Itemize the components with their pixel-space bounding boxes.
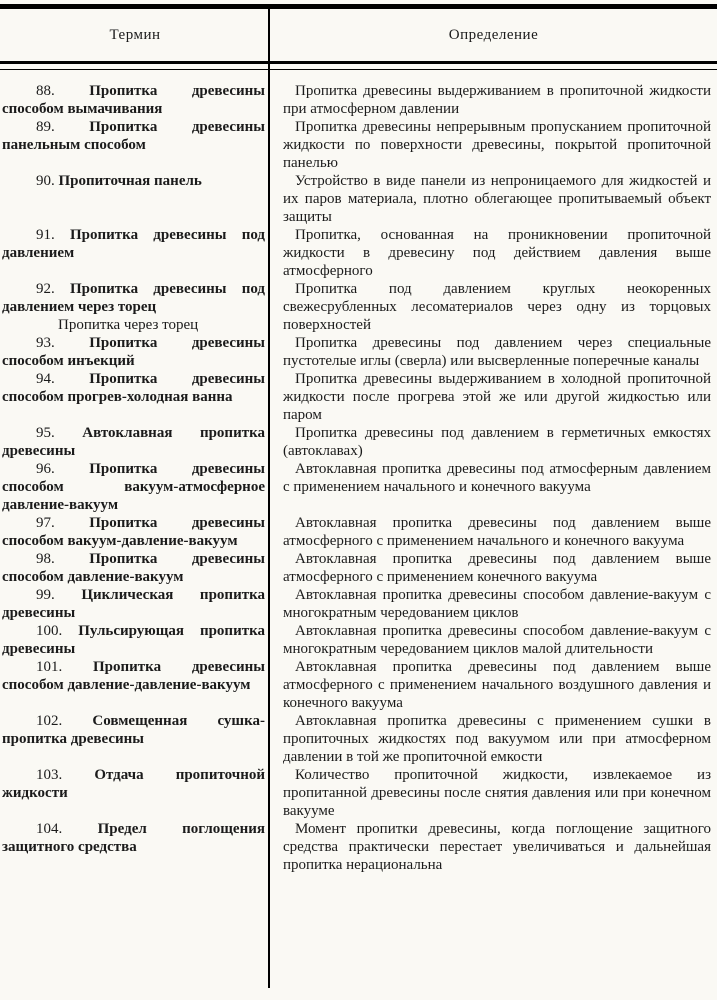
term-paragraph xyxy=(2,226,265,262)
term-text: Предел поглощения защитного средства xyxy=(2,821,265,855)
term-number: 99. xyxy=(36,587,55,603)
definition-text: Автоклавная пропитка древесины под давлением выше атмосферного с применением конечного вакуума xyxy=(283,551,711,585)
definition-cell xyxy=(270,424,717,460)
definition-cell xyxy=(270,550,717,586)
term-text: Пропитка древесины панельным способом xyxy=(2,119,266,153)
term-cell xyxy=(0,370,270,424)
definition-cell xyxy=(270,226,717,280)
term-number: 103. xyxy=(36,767,63,783)
term-text: Пропитка древесины под давлением через торец xyxy=(2,281,266,315)
term-number: 88. xyxy=(36,83,55,99)
term-paragraph xyxy=(2,82,265,118)
term-text: Пропитка древесины способом давление-вакуум xyxy=(2,551,266,585)
term-number: 94. xyxy=(36,371,55,387)
term-paragraph xyxy=(2,460,265,514)
definition-text: Пропитка древесины под давлением через специальные пустотелые иглы (сверла) или высверленные поперечные каналы xyxy=(283,335,711,369)
term-cell xyxy=(0,82,270,118)
term-number: 90. xyxy=(36,173,55,189)
definition-text: Пропитка древесины под давлением в герметичных емкостях (автоклавах) xyxy=(283,425,711,459)
term-cell xyxy=(0,280,270,334)
definition-text: Пропитка под давлением круглых неокоренных свежесрубленных лесоматериалов через одну из торцовых поверхностей xyxy=(283,281,711,333)
definition-text: Автоклавная пропитка древесины способом давление-вакуум с многократным чередованием циклов малой длительности xyxy=(283,623,711,657)
definition-text: Момент пропитки древесины, когда поглощение защитного средства практически перестает увеличиваться и дальнейшая пропитка нерациональна xyxy=(283,821,711,873)
term-cell xyxy=(0,820,270,874)
column-divider-rule xyxy=(268,5,270,988)
term-text: Пропитка древесины способом вымачивания xyxy=(2,83,266,117)
definition-cell xyxy=(270,280,717,334)
definition-cell xyxy=(270,658,717,712)
term-number: 91. xyxy=(36,227,55,243)
term-cell xyxy=(0,514,270,550)
term-number: 104. xyxy=(36,821,63,837)
term-paragraph xyxy=(2,766,265,802)
definition-cell xyxy=(270,766,717,820)
term-number: 102. xyxy=(36,713,63,729)
term-paragraph xyxy=(2,118,265,154)
term-text: Совмещенная сушка-пропитка древесины xyxy=(2,713,265,747)
term-paragraph xyxy=(2,712,265,748)
term-cell xyxy=(0,658,270,712)
definition-cell xyxy=(270,460,717,514)
term-text: Пропитка древесины способом вакуум-атмосферное давление-вакуум xyxy=(2,461,266,513)
term-paragraph xyxy=(2,514,265,550)
definition-text: Количество пропиточной жидкости, извлекаемое из пропитанной древесины после снятия давления или при конечном вакууме xyxy=(283,767,711,819)
term-number: 101. xyxy=(36,659,63,675)
header-separator-rule xyxy=(0,61,717,70)
definition-text: Пропитка древесины выдерживанием в холодной пропиточной жидкости после прогрева этой же или другой жидкостью или паром xyxy=(283,371,711,423)
terminology-table xyxy=(0,4,717,874)
term-cell xyxy=(0,622,270,658)
term-number: 92. xyxy=(36,281,55,297)
definition-text: Автоклавная пропитка древесины под атмосферным давлением с применением начального и конечного вакуума xyxy=(283,461,711,495)
term-paragraph xyxy=(2,172,265,190)
term-number: 89. xyxy=(36,119,55,135)
term-cell xyxy=(0,586,270,622)
definition-text: Пропитка древесины непрерывным пропусканием пропиточной жидкости по поверхности древесины, покрытой пропиточной панелью xyxy=(283,119,711,171)
term-text: Циклическая пропитка древесины xyxy=(2,587,265,621)
term-paragraph xyxy=(2,550,265,586)
term-paragraph xyxy=(2,280,265,316)
definition-text: Устройство в виде панели из непроницаемого для жидкостей и их паров материала, плотно облегающее пропитываемый объект защиты xyxy=(283,173,711,225)
definition-cell xyxy=(270,514,717,550)
term-paragraph xyxy=(2,622,265,658)
term-cell xyxy=(0,712,270,766)
term-text: Отдача пропиточной жидкости xyxy=(2,767,265,801)
definition-cell xyxy=(270,820,717,874)
term-paragraph xyxy=(2,586,265,622)
column-header-definition: Определение xyxy=(448,26,539,43)
definition-text: Автоклавная пропитка древесины с применением сушки в пропиточных жидкостях под вакуумом или при атмосферном давлении в той же пропиточной емкости xyxy=(283,713,711,765)
term-paragraph xyxy=(2,820,265,856)
term-text: Пропитка древесины способом прогрев-холодная ванна xyxy=(2,371,266,405)
term-text: Автоклавная пропитка древесины xyxy=(2,425,266,459)
subterm-text: Пропитка через торец xyxy=(58,317,199,333)
term-cell xyxy=(0,226,270,280)
term-paragraph xyxy=(2,658,265,694)
term-cell xyxy=(0,424,270,460)
term-number: 93. xyxy=(36,335,55,351)
term-paragraph xyxy=(2,334,265,370)
definition-cell xyxy=(270,622,717,658)
term-cell xyxy=(0,766,270,820)
definition-cell xyxy=(270,334,717,370)
term-number: 97. xyxy=(36,515,55,531)
definition-text: Пропитка, основанная на проникновении пропиточной жидкости в древесину под действием давления выше атмосферного xyxy=(283,227,711,279)
term-text: Пульсирующая пропитка древесины xyxy=(2,623,265,657)
definition-cell xyxy=(270,586,717,622)
definition-cell xyxy=(270,172,717,226)
column-header-term: Термин xyxy=(109,26,161,43)
term-text: Пропитка древесины под давлением xyxy=(2,227,266,261)
term-cell xyxy=(0,460,270,514)
term-number: 100. xyxy=(36,623,63,639)
definition-cell xyxy=(270,82,717,118)
term-text: Пропитка древесины способом давление-давление-вакуум xyxy=(2,659,266,693)
term-text: Пропитка древесины способом инъекций xyxy=(2,335,266,369)
term-paragraph xyxy=(2,370,265,406)
term-cell xyxy=(0,334,270,370)
definition-text: Пропитка древесины выдерживанием в пропиточной жидкости при атмосферном давлении xyxy=(283,83,711,117)
definition-text: Автоклавная пропитка древесины под давлением выше атмосферного с применением начального воздушного давления и конечного вакуума xyxy=(283,659,711,711)
term-cell xyxy=(0,118,270,172)
definition-cell xyxy=(270,370,717,424)
definition-text: Автоклавная пропитка древесины способом давление-вакуум с многократным чередованием циклов xyxy=(283,587,711,621)
term-cell xyxy=(0,172,270,226)
term-paragraph xyxy=(2,424,265,460)
term-number: 96. xyxy=(36,461,55,477)
term-number: 95. xyxy=(36,425,55,441)
term-number: 98. xyxy=(36,551,55,567)
definition-cell xyxy=(270,712,717,766)
term-text: Пропитка древесины способом вакуум-давление-вакуум xyxy=(2,515,266,549)
definition-text: Автоклавная пропитка древесины под давлением выше атмосферного с применением начального и конечного вакуума xyxy=(283,515,711,549)
definition-cell xyxy=(270,118,717,172)
term-text: Пропиточная панель xyxy=(58,173,202,189)
term-cell xyxy=(0,550,270,586)
